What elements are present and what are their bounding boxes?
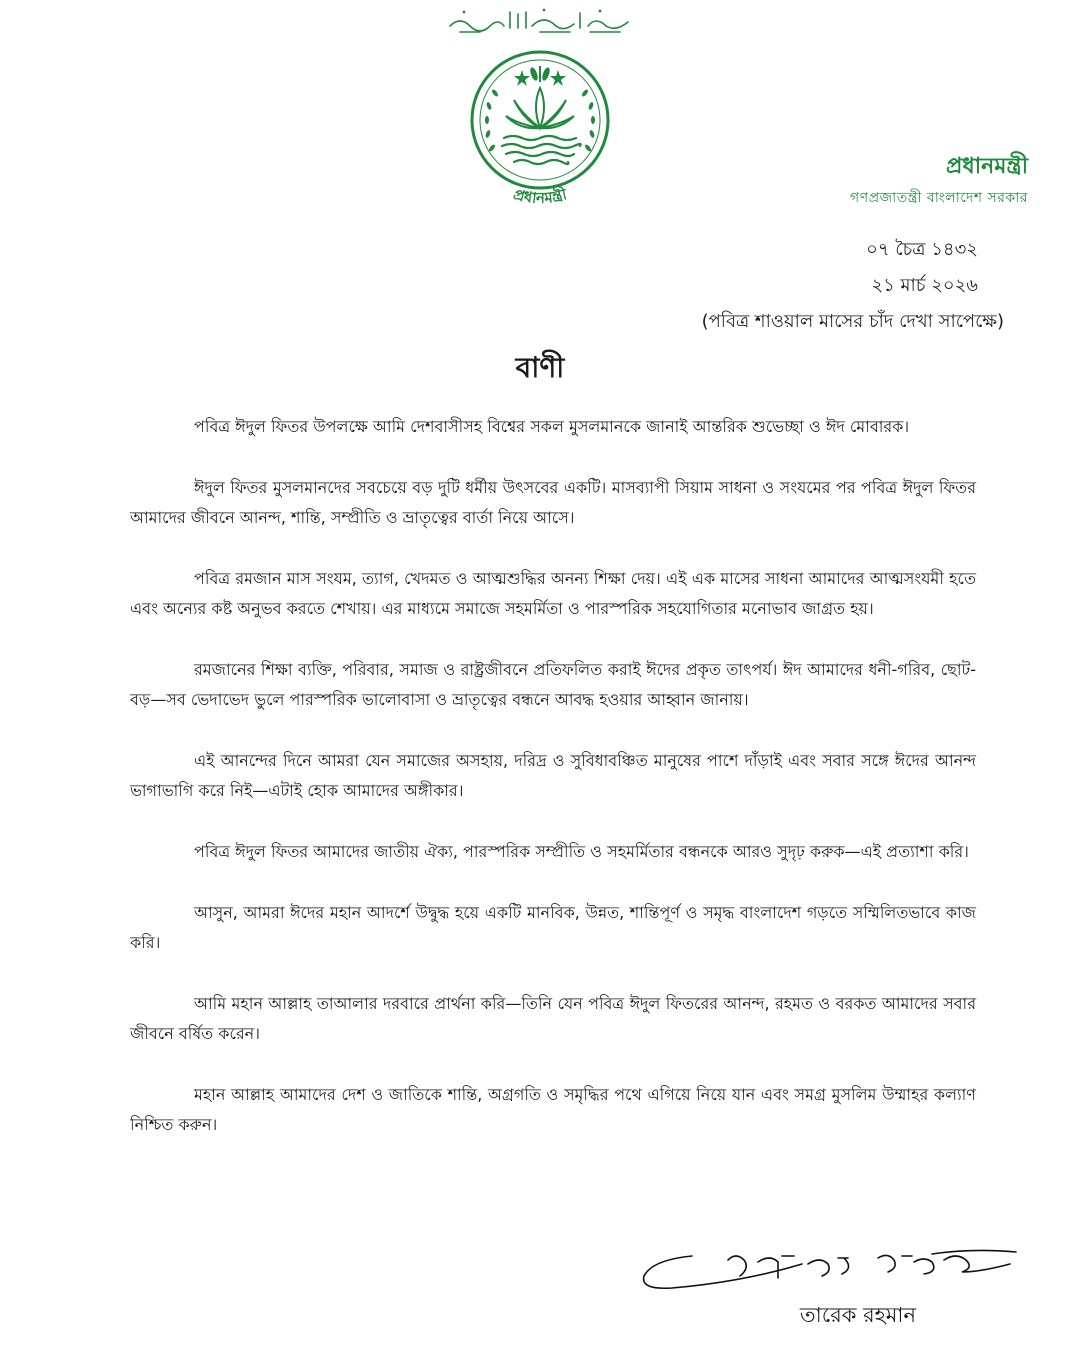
paragraph: পবিত্র রমজান মাস সংযম, ত্যাগ, খেদমত ও আত্মশুদ্ধির অনন্য শিক্ষা দেয়। এই এক মাসের সাধনা আমাদের আত্মসংযমী হতে এবং অন্যের কষ্ট অনুভব করতে শেখায়। এর মাধ্যমে সমাজে সহমর্মিতা ও পারস্পরিক সহযোগিতার মনোভাব জাগ্রত হয়। [130, 569, 976, 618]
gregorian-date: ২১ মার্চ ২০২৬ [871, 275, 978, 296]
message-body [130, 412, 976, 1171]
emblem-label: প্রধানমন্ত্রী [511, 185, 569, 208]
paragraph: ঈদুল ফিতর মুসলমানদের সবচেয়ে বড় দুটি ধর্মীয় উৎসবের একটি। মাসব্যাপী সিয়াম সাধনা ও সংযমের পর পবিত্র ঈদুল ফিতর আমাদের জীবনে আনন্দ, শান্তি, সম্প্রীতি ও ভ্রাতৃত্বের বার্তা নিয়ে আসে। [130, 478, 976, 527]
office-title: প্রধানমন্ত্রী [945, 154, 1028, 179]
paragraph: পবিত্র ঈদুল ফিতর উপলক্ষে আমি দেশবাসীসহ বিশ্বের সকল মুসলমানকে জানাই আন্তরিক শুভেচ্ছা ও ঈদ মোবারক। [194, 417, 910, 436]
date-block [701, 232, 1004, 340]
paragraph: মহান আল্লাহ আমাদের দেশ ও জাতিকে শান্তি, অগ্রগতি ও সমৃদ্ধির পথে এগিয়ে নিয়ে যান এবং সমগ্র মুসলিম উম্মাহর কল্যাণ নিশ্চিত করুন। [130, 1085, 976, 1134]
handwritten-signature [632, 1242, 1022, 1302]
signer-name: তারেক রহমান [799, 1303, 916, 1327]
bismillah-calligraphy [440, 4, 640, 36]
moon-sighting-note: (পবিত্র শাওয়াল মাসের চাঁদ দেখা সাপেক্ষে) [701, 311, 1004, 332]
bangla-date: ০৭ চৈত্র ১৪৩২ [866, 239, 978, 260]
paragraph: আমি মহান আল্লাহ তাআলার দরবারে প্রার্থনা করি—তিনি যেন পবিত্র ঈদুল ফিতরের আনন্দ, রহমত ও বরকত আমাদের সবার জীবনে বর্ষিত করেন। [130, 994, 976, 1043]
office-block [850, 152, 1028, 208]
paragraph: এই আনন্দের দিনে আমরা যেন সমাজের অসহায়, দরিদ্র ও সুবিধাবঞ্চিত মানুষের পাশে দাঁড়াই এবং সবার সঙ্গে ঈদের আনন্দ ভাগাভাগি করে নিই—এটাই হোক আমাদের অঙ্গীকার। [130, 751, 976, 800]
government-emblem [468, 48, 612, 214]
paragraph: আসুন, আমরা ঈদের মহান আদর্শে উদ্বুদ্ধ হয়ে একটি মানবিক, উন্নত, শান্তিপূর্ণ ও সমৃদ্ধ বাংলাদেশ গড়তে সম্মিলিতভাবে কাজ করি। [130, 903, 976, 952]
paragraph: রমজানের শিক্ষা ব্যক্তি, পরিবার, সমাজ ও রাষ্ট্রজীবনে প্রতিফলিত করাই ঈদের প্রকৃত তাৎপর্য। ঈদ আমাদের ধনী-গরিব, ছোট-বড়—সব ভেদাভেদ ভুলে পারস্পরিক ভালোবাসা ও ভ্রাতৃত্বের বন্ধনে আবদ্ধ হওয়ার আহ্বান জানায়। [130, 660, 976, 709]
office-subtitle: গণপ্রজাতন্ত্রী বাংলাদেশ সরকার [850, 190, 1028, 206]
message-heading: বাণী [515, 351, 565, 384]
paragraph: পবিত্র ঈদুল ফিতর আমাদের জাতীয় ঐক্য, পারস্পরিক সম্প্রীতি ও সহমর্মিতার বন্ধনকে আরও সুদৃঢ় করুক—এই প্রত্যাশা করি। [194, 842, 969, 861]
